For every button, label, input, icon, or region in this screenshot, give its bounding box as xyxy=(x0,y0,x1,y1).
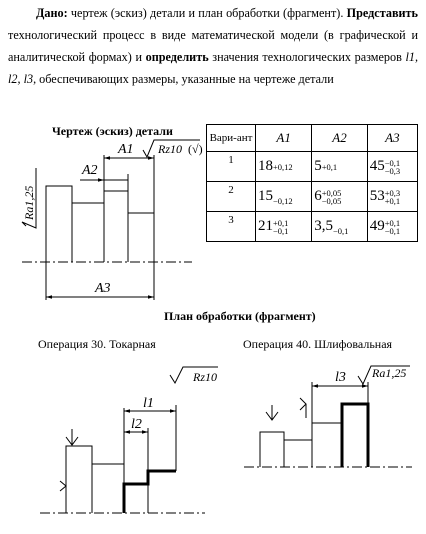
sizes-text: l1, l2, l3 xyxy=(8,50,419,86)
op30-label: Операция 30. Токарная xyxy=(38,337,156,351)
op30-drawing xyxy=(40,367,218,513)
support-symbol xyxy=(60,481,66,491)
row-number: 3 xyxy=(207,212,256,242)
row-number: 1 xyxy=(207,152,256,182)
dim-l3-label: l3 xyxy=(335,370,346,385)
represent-text: технологический процесс в виде математической модели (в графической и аналитической формах) и xyxy=(8,28,418,64)
determine-label: определить xyxy=(145,50,209,64)
determine-text: значения технологических размеров xyxy=(208,50,406,64)
header-a2: A2 xyxy=(312,125,368,152)
part-profile xyxy=(46,186,154,262)
dim-a3-label: A3 xyxy=(95,281,111,296)
op40-profile xyxy=(260,432,284,467)
op40-label: Операция 40. Шлифовальная xyxy=(243,337,393,351)
dim-l1-label: l1 xyxy=(143,396,154,411)
cell: 5+0,1 xyxy=(312,152,368,182)
plan-title: План обработки (фрагмент) xyxy=(164,309,316,323)
row-number: 2 xyxy=(207,182,256,212)
dim-a1-label: A1 xyxy=(118,142,134,157)
cell: 15 −0,12 xyxy=(256,182,312,212)
op40-drawing xyxy=(244,366,412,467)
represent-label: Представить xyxy=(346,6,418,20)
cell: 45−0,1 −0,3 xyxy=(367,152,417,182)
roughness-left-label: Ra1,25 xyxy=(22,185,36,220)
given-text: чертеж (эскиз) детали и план обработки (фрагмент). xyxy=(67,6,344,20)
given-label: Дано: xyxy=(36,6,68,20)
rz-label: Rz10 xyxy=(193,370,217,384)
cell: 49+0,1 −0,1 xyxy=(367,212,417,242)
clamp-symbol xyxy=(266,405,278,420)
roughness-top-label: Rz10 xyxy=(158,142,182,156)
part-sketch xyxy=(22,140,200,300)
header-a3: A3 xyxy=(367,125,417,152)
cell: 18+0,12 xyxy=(256,152,312,182)
cell: 3,5 −0,1 xyxy=(312,212,368,242)
tail-text: , обеспечивающих размеры, указанные на чертеже детали xyxy=(33,72,334,86)
dim-l2-label: l2 xyxy=(131,417,142,432)
dim-a2-label: A2 xyxy=(82,163,98,178)
op30-profile xyxy=(66,446,124,513)
ra-label: Ra1,25 xyxy=(372,366,407,380)
cell: 6+0,05 −0,05 xyxy=(312,182,368,212)
roughness-bracket: (√) xyxy=(188,142,203,156)
sketch-title: Чертеж (эскиз) детали xyxy=(52,124,173,138)
support-symbol xyxy=(300,398,306,418)
cell: 53+0,3 +0,1 xyxy=(367,182,417,212)
header-a1: A1 xyxy=(256,125,312,152)
header-variant: Вари-ант xyxy=(207,125,256,152)
clamp-symbol xyxy=(66,429,78,445)
cell: 21+0,1 −0,1 xyxy=(256,212,312,242)
